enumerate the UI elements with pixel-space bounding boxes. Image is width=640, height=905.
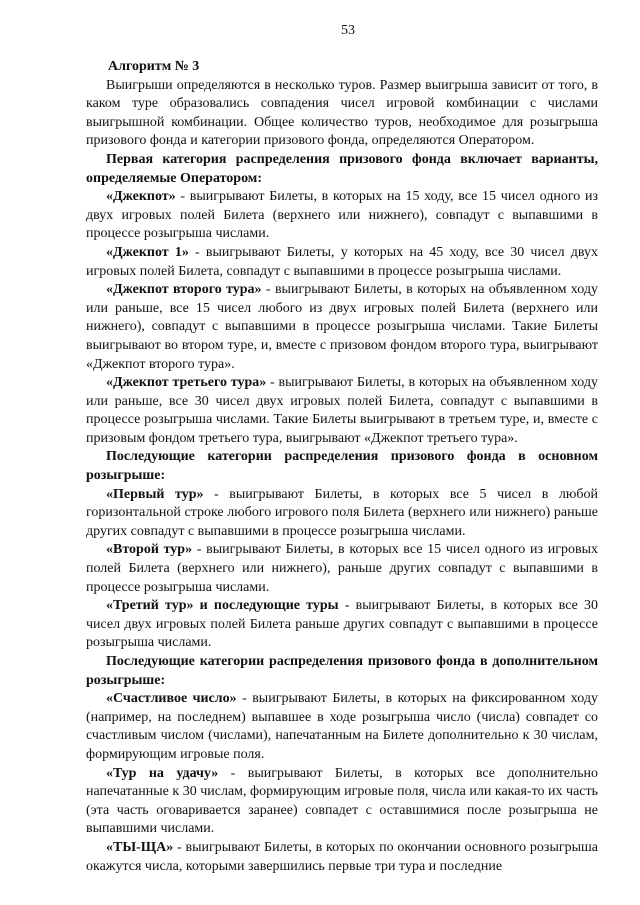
item-text: - выигрывают Билеты, в которых на фиксированном ходу (например, на последнем) выпавшее в ходе розыгрыша число (числа) совпадет со счастливым числом (числами), напечатанным на Билете дополнительно к 30 числам, формирующим игровые поля. (86, 691, 598, 762)
list-item (86, 281, 598, 374)
list-item (86, 690, 598, 764)
list-item (86, 597, 598, 653)
list-item (86, 541, 598, 597)
item-term: «Джекпот 1» (106, 244, 189, 260)
document-body (86, 58, 598, 876)
item-text: - выигрывают Билеты, у которых на 45 ходу, все 30 чисел двух игровых полей Билета, совпадут с выпавшими в процессе розыгрыша числами. (86, 244, 598, 279)
item-text: - выигрывают Билеты, в которых все 5 чисел в любой горизонтальной строке любого игрового поля Билета (верхнего или нижнего) раньше других совпадут с выпавшими в процессе розыгрыша числами. (86, 486, 598, 539)
item-text: - выигрывают Билеты, в которых на объявленном ходу или раньше, все 30 чисел двух игровых полей Билета, совпадут с выпавшими в процессе розыгрыша числами. Такие Билеты выигрывают в третьем туре, и, вместе с призовым фондом третьего тура, выигрывают «Джекпот третьего тура». (86, 375, 598, 446)
item-text: - выигрывают Билеты, в которых на 15 ходу, все 15 чисел одного из двух игровых полей Билета (верхнего или нижнего), совпадут с выпавшими в процессе розыгрыша числами. (86, 189, 598, 242)
page-number: 53 (341, 23, 355, 38)
document-page (86, 22, 598, 876)
list-item (86, 486, 598, 542)
section1-heading: Первая категория распределения призового фонда включает варианты, определяемые Оператором: (86, 151, 598, 186)
item-term: «Третий тур» и последующие туры (106, 598, 339, 614)
section3-heading: Последующие категории распределения призового фонда в дополнительном розыгрыше: (86, 654, 598, 688)
item-text: - выигрывают Билеты, в которых все 15 чисел одного из игровых полей Билета (верхнего или нижнего), раньше других совпадут с выпавшими в процессе розыгрыша числами. (86, 542, 598, 595)
item-term: «Джекпот» (106, 189, 176, 205)
item-term: «Счастливое число» (106, 691, 237, 707)
item-term: «ТЫ-ЩА» (106, 839, 174, 855)
list-item (86, 244, 598, 281)
algorithm-title: Алгоритм № 3 (108, 59, 200, 74)
list-item (86, 839, 598, 876)
item-term: «Тур на удачу» (106, 765, 219, 781)
item-text: - выигрывают Билеты, в которых на объявленном ходу или раньше, все 15 чисел любого из двух игровых полей Билета (верхнего или нижнего), совпадут с выпавшими в процессе розыгрыша числами. Такие Билеты выигрывают во втором туре, и, вместе с призовом фондом второго тура, выигрывают «Джекпот второго тура». (86, 282, 598, 372)
list-item (86, 188, 598, 244)
item-term: «Джекпот второго тура» (106, 282, 262, 298)
item-term: «Первый тур» (106, 486, 204, 502)
list-item (86, 374, 598, 448)
intro-paragraph: Выигрыши определяются в несколько туров. Размер выигрыша зависит от того, в каком туре образовались совпадения чисел игровой комбинации с числами выигрышной комбинации. Общее количество туров, необходимое для розыгрыша призового фонда и категории призового фонда, определяются Оператором. (86, 77, 598, 149)
section2-heading: Последующие категории распределения призового фонда в основном розыгрыше: (86, 449, 598, 484)
list-item (86, 765, 598, 839)
item-term: «Второй тур» (106, 542, 193, 558)
item-text: - выигрывают Билеты, в которых по окончании основного розыгрыша окажутся числа, которыми завершились первые три тура и последние (86, 839, 598, 874)
item-term: «Джекпот третьего тура» (106, 375, 267, 391)
item-text: - выигрывают Билеты, в которых все дополнительно напечатанные к 30 числам, формирующим игровые поля, числа или какая-то их часть (эта часть оговаривается заранее) совпадет с оставшимися после розыгрыша не выпавшими числами. (86, 765, 598, 837)
item-text: - выигрывают Билеты, в которых все 30 чисел двух игровых полей Билета раньше других совпадут с выпавшими в процессе розыгрыша числами. (86, 598, 599, 651)
